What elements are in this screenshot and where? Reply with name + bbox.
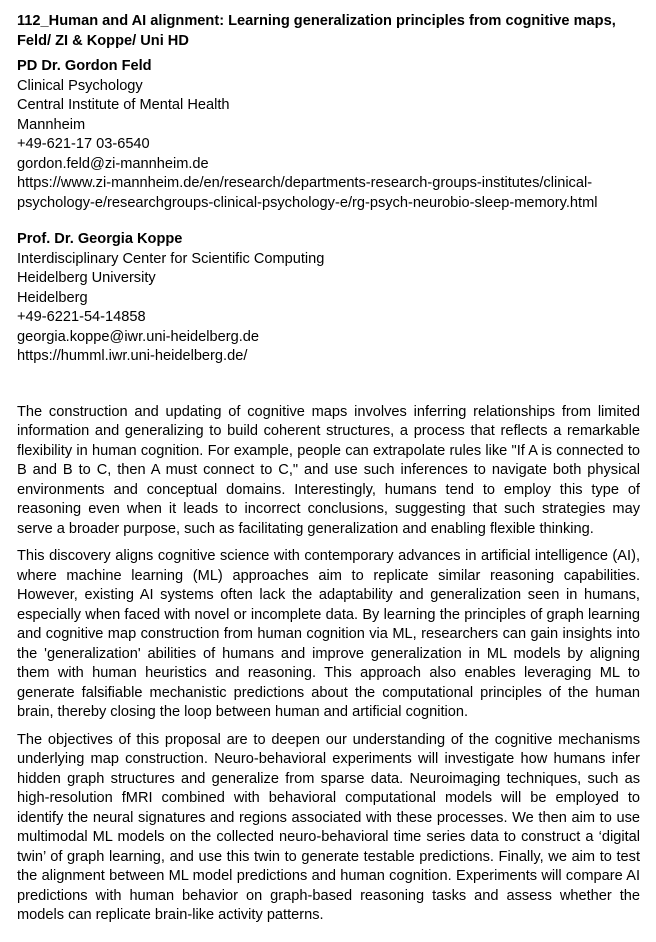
contact-url-line-2[interactable]: psychology-e/researchgroups-clinical-psychology-e/rg-psych-neurobio-sleep-memory.html [17,194,598,211]
contact-city: Heidelberg [17,289,88,306]
contact-city: Mannheim [17,116,86,133]
contact-name: Prof. Dr. Georgia Koppe [17,231,183,247]
spacer [17,367,640,403]
contact-url-line-1[interactable]: https://humml.iwr.uni-heidelberg.de/ [17,348,248,364]
body-paragraph-3: The objectives of this proposal are to deepen our understanding of the cognitive mechanisms underlying map construction. Neuro-behavioral experiments will investigate how humans infer hidden graph structures and generalize from sparse data. Neuroimaging techniques, such as high-resolution fMRI combined with behavioral computational models will be employed to identify the neural signatures and regions associated with these processes. We then aim to use multimodal ML models on the collected neuro-behavioral time series data to construct a ‘digital twin’ of graph learning, and use this twin to generate testable predictions. Finally, we aim to test the alignment between ML model predictions and human cognition. Experiments will compare AI predictions with human behavior on graph-based reasoning tasks and assess whether the models can replicate brain-like activity patterns. [17,731,640,923]
contact-block-koppe [17,230,640,367]
contact-email[interactable]: gordon.feld@zi-mannheim.de [17,155,209,172]
spacer [17,213,640,230]
contact-institution: Central Institute of Mental Health [17,97,230,113]
contact-block-feld [17,57,640,213]
page-title [17,12,640,51]
contact-email[interactable]: georgia.koppe@iwr.uni-heidelberg.de [17,328,259,345]
contact-name: PD Dr. Gordon Feld [17,58,152,74]
contact-department: Clinical Psychology [17,77,143,94]
contact-url-line-1[interactable]: https://www.zi-mannheim.de/en/research/departments-research-groups-institutes/clinical- [17,175,593,191]
body-paragraph-2: This discovery aligns cognitive science with contemporary advances in artificial intelligence (AI), where machine learning (ML) approaches aim to replicate similar reasoning capabilities. However, existing AI systems often lack the adaptability and generalization seen in humans, especially when faced with novel or incomplete data. By learning the principles of graph learning and cognitive map construction from human cognition via ML, researchers can gain insights into the 'generalization' abilities of humans and improve generalization in ML models by aligning them with human heuristics and reasoning. This approach also enables leveraging ML to generate falsifiable mechanistic predictions about the computational principles of the human brain, thereby closing the loop between human and artificial cognition. [17,548,640,720]
title-line-1: 112_Human and AI alignment: Learning generalization principles from cognitive maps, [17,13,616,29]
title-line-2: Feld/ ZI & Koppe/ Uni HD [17,32,189,49]
contact-phone: +49-6221-54-14858 [17,309,146,325]
contact-institution: Heidelberg University [17,270,156,286]
contact-department: Interdisciplinary Center for Scientific Computing [17,250,325,267]
body-paragraph-1: The construction and updating of cognitive maps involves inferring relationships from limited information and generalizing to build coherent structures, a process that reflects a remarkable flexibility in human cognition. For example, people can extrapolate rules like "If A is connected to B and B to C, then A must connect to C," and use such inferences to navigate both physical environments and conceptual domains. Interestingly, humans tend to employ this type of reasoning even when it leads to incorrect conclusions, suggesting that such strategies may serve a broader purpose, such as facilitating generalization and enabling flexible thinking. [17,403,640,537]
contact-phone: +49-621-17 03-6540 [17,136,150,152]
